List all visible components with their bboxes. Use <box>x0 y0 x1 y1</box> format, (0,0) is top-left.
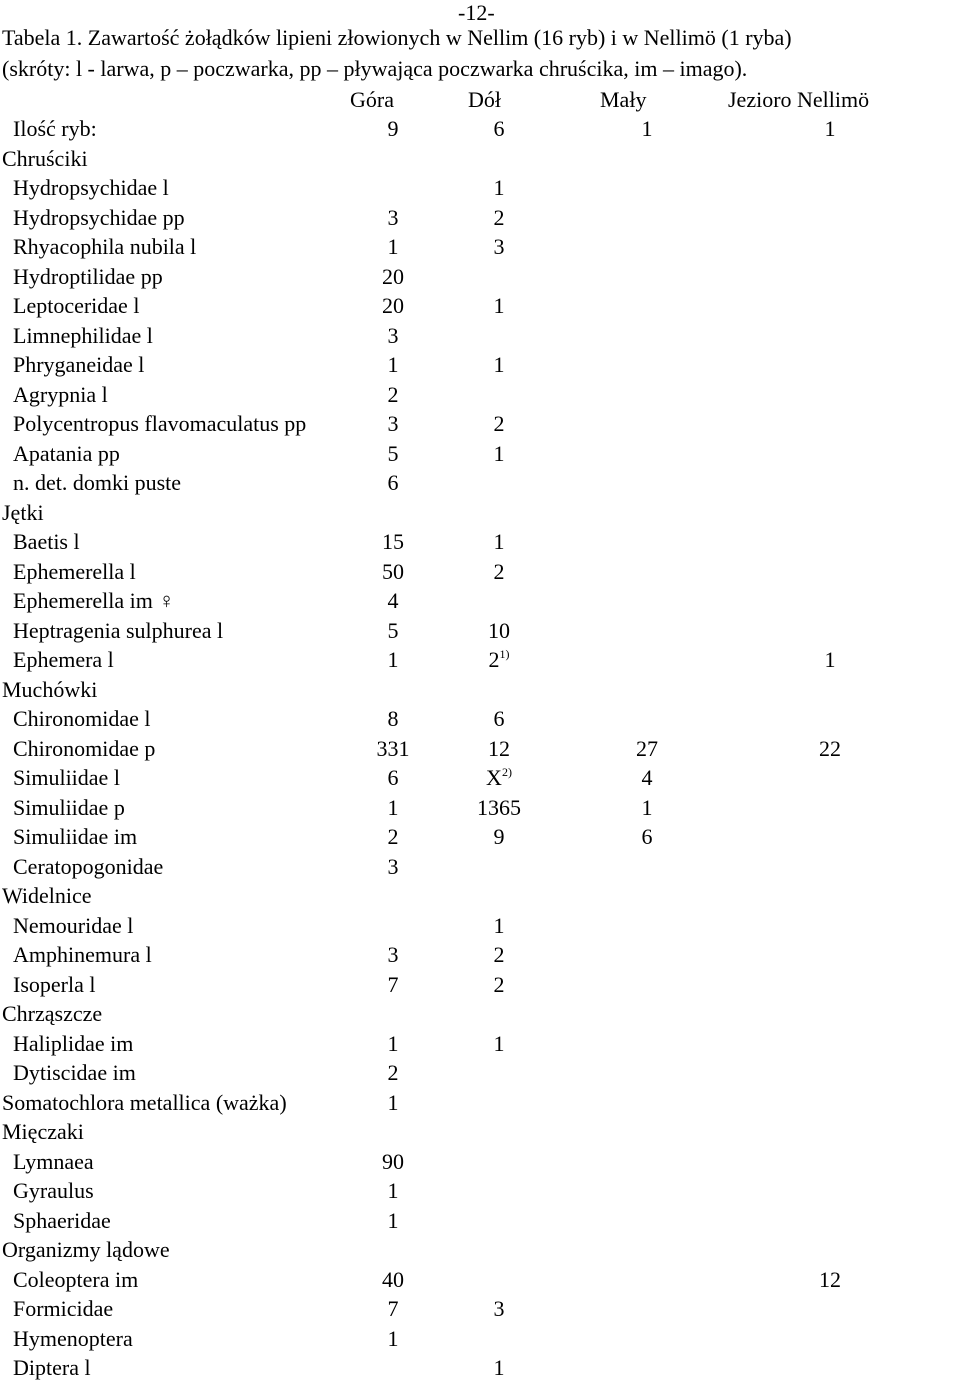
cell-value: 3 <box>387 322 399 348</box>
table-cell <box>358 1176 428 1206</box>
table-cell <box>612 763 682 793</box>
table-cell <box>358 645 428 675</box>
table-group-row <box>0 498 960 528</box>
table-cell <box>358 1324 428 1354</box>
row-label: Ephemerella im ♀ <box>13 588 175 613</box>
table-cell <box>358 232 428 262</box>
table-cell <box>464 114 534 144</box>
group-label: Chrząszcze <box>2 1001 103 1026</box>
group-label: Organizmy lądowe <box>2 1237 170 1262</box>
cell-value: 4 <box>641 765 653 790</box>
cell-value: 6 <box>641 824 653 849</box>
cell-value: 2 <box>493 971 505 997</box>
table-row <box>0 734 960 764</box>
cell-value: 9 <box>387 116 399 141</box>
table-row <box>0 1029 960 1059</box>
group-label: Jętki <box>2 499 44 525</box>
table-cell <box>358 616 428 646</box>
table-group-row <box>0 1235 960 1265</box>
table-row <box>0 409 960 439</box>
row-label: Coleoptera im <box>13 1266 139 1292</box>
cell-value: 9 <box>493 824 505 849</box>
table-cell <box>358 468 428 498</box>
row-label: Ilość ryb: <box>13 116 97 141</box>
table-row <box>0 321 960 351</box>
table-row <box>0 616 960 646</box>
row-label: Limnephilidae l <box>13 322 153 348</box>
table-cell <box>464 940 534 970</box>
table-cell <box>612 114 682 144</box>
table-row <box>0 262 960 292</box>
table-cell <box>464 822 534 852</box>
cell-value: 2 <box>493 558 505 584</box>
table-cell <box>464 734 534 764</box>
cell-value: 1 <box>493 912 505 938</box>
table-cell <box>612 793 682 823</box>
cell-value: 1365 <box>477 794 521 820</box>
row-label: Apatania pp <box>13 440 120 466</box>
table-row <box>0 763 960 793</box>
table-cell <box>464 527 534 557</box>
cell-value: 8 <box>387 706 399 731</box>
cell-value: 3 <box>387 204 399 230</box>
table-group-row <box>0 881 960 911</box>
cell-value: 2 <box>387 824 399 849</box>
table-cell <box>464 232 534 262</box>
table-cell <box>464 704 534 734</box>
table-cell <box>358 321 428 351</box>
table-cell <box>358 439 428 469</box>
column-header-gora: Góra <box>350 87 394 112</box>
table-cell <box>464 911 534 941</box>
row-label: Dytiscidae im <box>13 1060 136 1085</box>
table-row <box>0 380 960 410</box>
table-cell <box>464 173 534 203</box>
table-cell <box>358 940 428 970</box>
cell-value: 2 <box>493 411 505 436</box>
cell-value: 50 <box>382 558 404 584</box>
cell-value: 12 <box>819 1266 841 1292</box>
cell-value: 1 <box>493 529 505 554</box>
cell-value: 20 <box>382 263 404 289</box>
table-cell <box>358 557 428 587</box>
cell-value: 1 <box>387 1030 399 1056</box>
cell-value: 1 <box>493 293 505 318</box>
row-label: Amphinemura l <box>13 942 152 967</box>
cell-value: 1 <box>641 794 653 820</box>
cell-value: 1 <box>493 1030 505 1056</box>
row-label: Baetis l <box>13 529 80 554</box>
table-row <box>0 350 960 380</box>
cell-value: 2 <box>493 204 505 230</box>
row-label: Nemouridae l <box>13 912 134 938</box>
table-caption-line-1: Tabela 1. Zawartość żołądków lipieni złowionych w Nellim (16 ryb) i w Nellimö (1 ryba) <box>2 25 792 50</box>
group-label: Somatochlora metallica (ważka) <box>2 1089 287 1115</box>
cell-value: 2 <box>387 381 399 407</box>
table-cell <box>464 793 534 823</box>
row-label: Simuliidae p <box>13 794 125 820</box>
table-cell <box>464 439 534 469</box>
table-row <box>0 1265 960 1295</box>
row-label: Hydropsychidae pp <box>13 204 185 230</box>
cell-value: 7 <box>387 971 399 997</box>
row-label: Ephemera l <box>13 647 114 672</box>
cell-value: 1 <box>387 647 399 672</box>
table-cell <box>464 557 534 587</box>
table-row <box>0 1324 960 1354</box>
table-cell <box>795 645 865 675</box>
cell-value: 1 <box>387 352 399 377</box>
page-number: -12- <box>458 0 495 25</box>
table-cell <box>464 409 534 439</box>
cell-value: 1 <box>824 647 836 672</box>
row-label: Hydroptilidae pp <box>13 263 163 289</box>
table-cell <box>358 586 428 616</box>
cell-value: 1 <box>387 1207 399 1233</box>
cell-value: 5 <box>387 440 399 466</box>
table-row <box>0 704 960 734</box>
cell-value: 1 <box>387 794 399 820</box>
footnote-marker: 2) <box>501 765 512 779</box>
table-cell <box>795 1265 865 1295</box>
table-row <box>0 822 960 852</box>
table-cell <box>464 350 534 380</box>
cell-value: 22 <box>819 735 841 761</box>
row-label: Agrypnia l <box>13 381 108 407</box>
table-cell <box>358 1265 428 1295</box>
table-cell <box>358 1147 428 1177</box>
cell-value: 2 <box>488 647 500 672</box>
cell-value: 3 <box>387 411 399 436</box>
group-label: Mięczaki <box>2 1119 84 1144</box>
group-label: Widelnice <box>2 883 92 908</box>
table-row <box>0 1353 960 1383</box>
column-header-maly: Mały <box>600 87 647 112</box>
table-cell <box>612 822 682 852</box>
table-cell <box>358 380 428 410</box>
table-row <box>0 173 960 203</box>
table-row <box>0 114 960 144</box>
cell-value: 1 <box>387 1178 399 1203</box>
table-cell <box>358 1294 428 1324</box>
cell-value: 3 <box>387 853 399 879</box>
row-label: Isoperla l <box>13 971 96 997</box>
table-group-row <box>0 144 960 174</box>
cell-value: 4 <box>387 588 399 613</box>
cell-value: 40 <box>382 1266 404 1292</box>
table-row <box>0 793 960 823</box>
table-cell <box>358 114 428 144</box>
row-label: Gyraulus <box>13 1178 94 1203</box>
table-row <box>0 1147 960 1177</box>
table-group-row <box>0 1088 960 1118</box>
cell-value: 3 <box>387 942 399 967</box>
table-cell <box>358 409 428 439</box>
table-cell <box>358 793 428 823</box>
table-cell <box>358 763 428 793</box>
table-row <box>0 1176 960 1206</box>
table-row <box>0 468 960 498</box>
cell-value: 12 <box>488 735 510 761</box>
row-label: Lymnaea <box>13 1148 94 1174</box>
column-header-dol: Dół <box>468 87 501 112</box>
table-cell <box>464 970 534 1000</box>
table-cell <box>795 114 865 144</box>
table-cell <box>358 1029 428 1059</box>
cell-value: 15 <box>382 529 404 554</box>
table-cell <box>464 1353 534 1383</box>
table-cell <box>464 203 534 233</box>
table-cell <box>358 734 428 764</box>
table-cell <box>358 1206 428 1236</box>
table-cell <box>464 616 534 646</box>
table-cell <box>358 704 428 734</box>
row-label: Phryganeidae l <box>13 352 145 377</box>
cell-value: X <box>486 765 502 790</box>
table-group-row <box>0 675 960 705</box>
table-row <box>0 1294 960 1324</box>
cell-value: 1 <box>824 116 836 141</box>
table-row <box>0 970 960 1000</box>
cell-value: 1 <box>493 1355 505 1380</box>
cell-value: 2 <box>387 1060 399 1085</box>
row-label: Diptera l <box>13 1355 91 1380</box>
cell-value: 6 <box>387 765 399 790</box>
cell-value: 27 <box>636 735 658 761</box>
cell-value: 1 <box>493 352 505 377</box>
group-label: Muchówki <box>2 676 98 702</box>
row-label: Simuliidae im <box>13 824 138 849</box>
table-cell <box>612 734 682 764</box>
cell-value: 7 <box>387 1296 399 1321</box>
row-label: Formicidae <box>13 1296 114 1321</box>
row-label: Chironomidae l <box>13 706 151 731</box>
table-cell <box>358 1058 428 1088</box>
cell-value: 1 <box>493 175 505 200</box>
table-cell <box>464 1294 534 1324</box>
row-label: Chironomidae p <box>13 735 156 761</box>
row-label: Polycentropus flavomaculatus pp <box>13 411 307 436</box>
table-cell <box>464 291 534 321</box>
table-header <box>0 87 960 113</box>
table-row <box>0 645 960 675</box>
cell-value: 1 <box>641 116 653 141</box>
cell-value: 1 <box>387 1089 399 1115</box>
row-label: Leptoceridae l <box>13 293 140 318</box>
column-header-jezioro-nellimo: Jezioro Nellimö <box>728 87 870 112</box>
table-cell <box>464 1029 534 1059</box>
cell-value: 5 <box>387 617 399 643</box>
cell-value: 20 <box>382 293 404 318</box>
table-row <box>0 911 960 941</box>
footnote-marker: 1) <box>499 647 510 661</box>
table-group-row <box>0 999 960 1029</box>
row-label: Ceratopogonidae <box>13 853 164 879</box>
cell-value: 6 <box>493 706 505 731</box>
table-row <box>0 852 960 882</box>
table-row <box>0 439 960 469</box>
table-row <box>0 940 960 970</box>
table-cell <box>358 852 428 882</box>
row-label: Hydropsychidae l <box>13 175 169 200</box>
cell-value: 90 <box>382 1148 404 1174</box>
table-row <box>0 557 960 587</box>
row-label: n. det. domki puste <box>13 470 182 495</box>
table-cell <box>358 350 428 380</box>
table-row <box>0 1058 960 1088</box>
table-cell <box>358 203 428 233</box>
table-row <box>0 232 960 262</box>
row-label: Ephemerella l <box>13 558 136 584</box>
cell-value: 1 <box>387 234 399 259</box>
table-cell <box>358 970 428 1000</box>
row-label: Simuliidae l <box>13 765 120 790</box>
table-group-row <box>0 1117 960 1147</box>
table-row <box>0 291 960 321</box>
table-cell <box>795 734 865 764</box>
cell-value: 10 <box>488 617 510 643</box>
row-label: Sphaeridae <box>13 1207 111 1233</box>
cell-value: 2 <box>493 942 505 967</box>
row-label: Hymenoptera <box>13 1325 133 1351</box>
cell-value: 3 <box>493 234 505 259</box>
table-row <box>0 1206 960 1236</box>
table-row <box>0 527 960 557</box>
table-cell <box>358 1088 428 1118</box>
table-row <box>0 203 960 233</box>
table-cell <box>358 527 428 557</box>
group-label: Chruściki <box>2 145 88 171</box>
table-row <box>0 586 960 616</box>
cell-value: 1 <box>387 1325 399 1351</box>
row-label: Rhyacophila nubila l <box>13 234 197 259</box>
cell-value: 331 <box>376 735 410 761</box>
table-cell <box>358 822 428 852</box>
table-cell <box>464 763 534 793</box>
table-cell <box>464 645 534 675</box>
table-cell <box>358 291 428 321</box>
row-label: Heptragenia sulphurea l <box>13 617 224 643</box>
cell-value: 6 <box>493 116 505 141</box>
cell-value: 6 <box>387 470 399 495</box>
row-label: Haliplidae im <box>13 1030 134 1056</box>
table-caption-line-2: (skróty: l - larwa, p – poczwarka, pp – pływająca poczwarka chruścika, im – imago). <box>2 56 748 81</box>
table-cell <box>358 262 428 292</box>
cell-value: 1 <box>493 440 505 466</box>
cell-value: 3 <box>493 1296 505 1321</box>
